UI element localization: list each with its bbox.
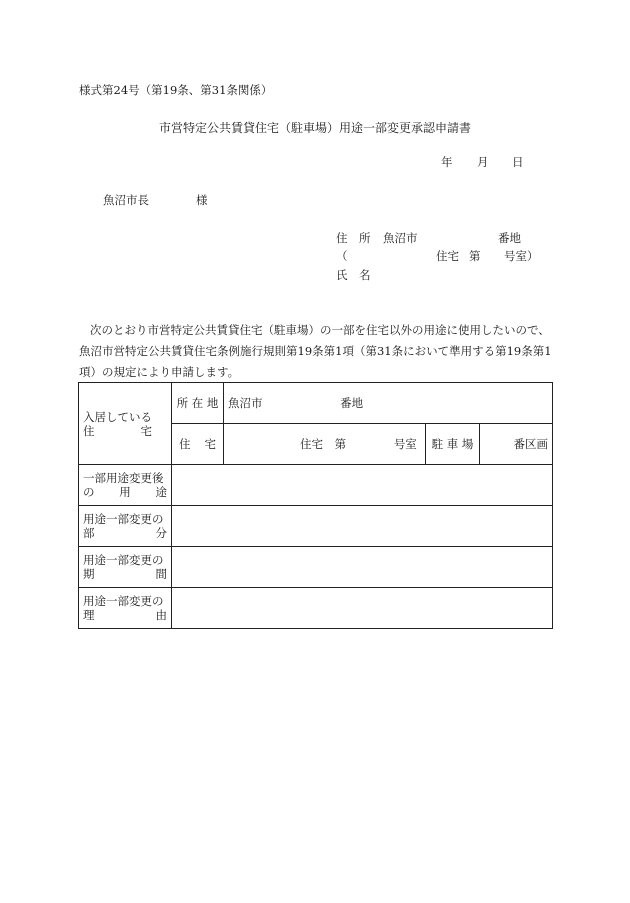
residence-label-top: 入居している — [83, 409, 152, 424]
statement-line-2: 魚沼市営特定公共賃貸住宅条例施行規則第19条第1項（第31条において準用する第19条第1 — [79, 344, 552, 358]
applicant-dai: 第 — [469, 249, 481, 263]
paren-open: （ — [336, 249, 348, 263]
row-label-left: 理 — [83, 608, 95, 622]
dwelling-room: 号室 — [393, 437, 417, 451]
row-label-left: 部 — [83, 526, 95, 540]
date-month-label: 月 — [477, 155, 489, 169]
reason-label-cell — [79, 588, 172, 629]
table-row-period — [79, 547, 553, 588]
dwelling-dai: 第 — [334, 437, 347, 451]
table-row-part — [79, 506, 553, 547]
period-label-cell — [79, 547, 172, 588]
location-banchi: 番地 — [340, 396, 364, 410]
application-statement — [79, 320, 554, 383]
applicant-room: 号室） — [504, 249, 539, 263]
table-row-reason — [79, 588, 553, 629]
address-banchi: 番地 — [498, 231, 521, 245]
parking-section: 番区画 — [513, 437, 549, 451]
name-label-1: 氏 — [336, 268, 348, 282]
location-value-cell[interactable] — [224, 383, 553, 424]
row-label-left: の — [83, 485, 95, 499]
address-city: 魚沼市 — [383, 231, 418, 245]
part-label-cell — [79, 506, 172, 547]
date-day-label: 日 — [512, 155, 524, 169]
application-table — [78, 382, 553, 629]
new-use-value[interactable] — [172, 465, 553, 506]
new-use-label-cell — [79, 465, 172, 506]
applicant-housing-label: 住宅 — [436, 249, 459, 263]
row-label-right: 途 — [155, 485, 167, 499]
dwelling-value-cell[interactable] — [224, 424, 426, 465]
period-value[interactable] — [172, 547, 553, 588]
row-label-top: 用途一部変更の — [83, 553, 164, 567]
addressee-honorific: 様 — [196, 193, 208, 207]
location-city: 魚沼市 — [228, 396, 263, 410]
row-label-mid: 用 — [119, 485, 131, 499]
dwelling-label-1: 住 — [179, 437, 191, 451]
dwelling-housing: 住宅 — [300, 437, 323, 451]
statement-line-3: 項）の規定により申請します。 — [79, 365, 240, 379]
document-title: 市営特定公共賃貸住宅（駐車場）用途一部変更承認申請書 — [158, 121, 471, 135]
row-label-top: 一部用途変更後 — [83, 471, 164, 485]
addressee-name: 魚沼市長 — [103, 193, 149, 207]
row-label-left: 期 — [83, 567, 95, 581]
dwelling-label-cell — [172, 424, 224, 465]
address-label-1: 住 — [336, 231, 348, 245]
form-number: 様式第24号（第19条、第31条関係） — [79, 83, 273, 97]
parking-label: 駐 車 場 — [426, 424, 480, 465]
row-label-top: 用途一部変更の — [83, 594, 164, 608]
row-label-right: 間 — [155, 567, 167, 581]
residence-label-bottom: 住 宅 — [83, 423, 152, 438]
part-value[interactable] — [172, 506, 553, 547]
statement-line-1: 次のとおり市営特定公共賃貸住宅（駐車場）の一部を住宅以外の用途に使用したいので、 — [90, 323, 550, 337]
row-label-right: 由 — [155, 608, 167, 622]
location-label: 所 在 地 — [172, 383, 224, 424]
name-label-2: 名 — [359, 268, 371, 282]
date-year-label: 年 — [441, 155, 453, 169]
table-row-new-use — [79, 465, 553, 506]
address-label-2: 所 — [359, 231, 371, 245]
table-row-location — [79, 383, 553, 424]
reason-value[interactable] — [172, 588, 553, 629]
row-label-right: 分 — [155, 526, 167, 540]
dwelling-label-2: 宅 — [204, 437, 216, 451]
row-label-top: 用途一部変更の — [83, 512, 164, 526]
residence-label-cell — [79, 383, 172, 465]
parking-section-cell[interactable] — [480, 424, 553, 465]
